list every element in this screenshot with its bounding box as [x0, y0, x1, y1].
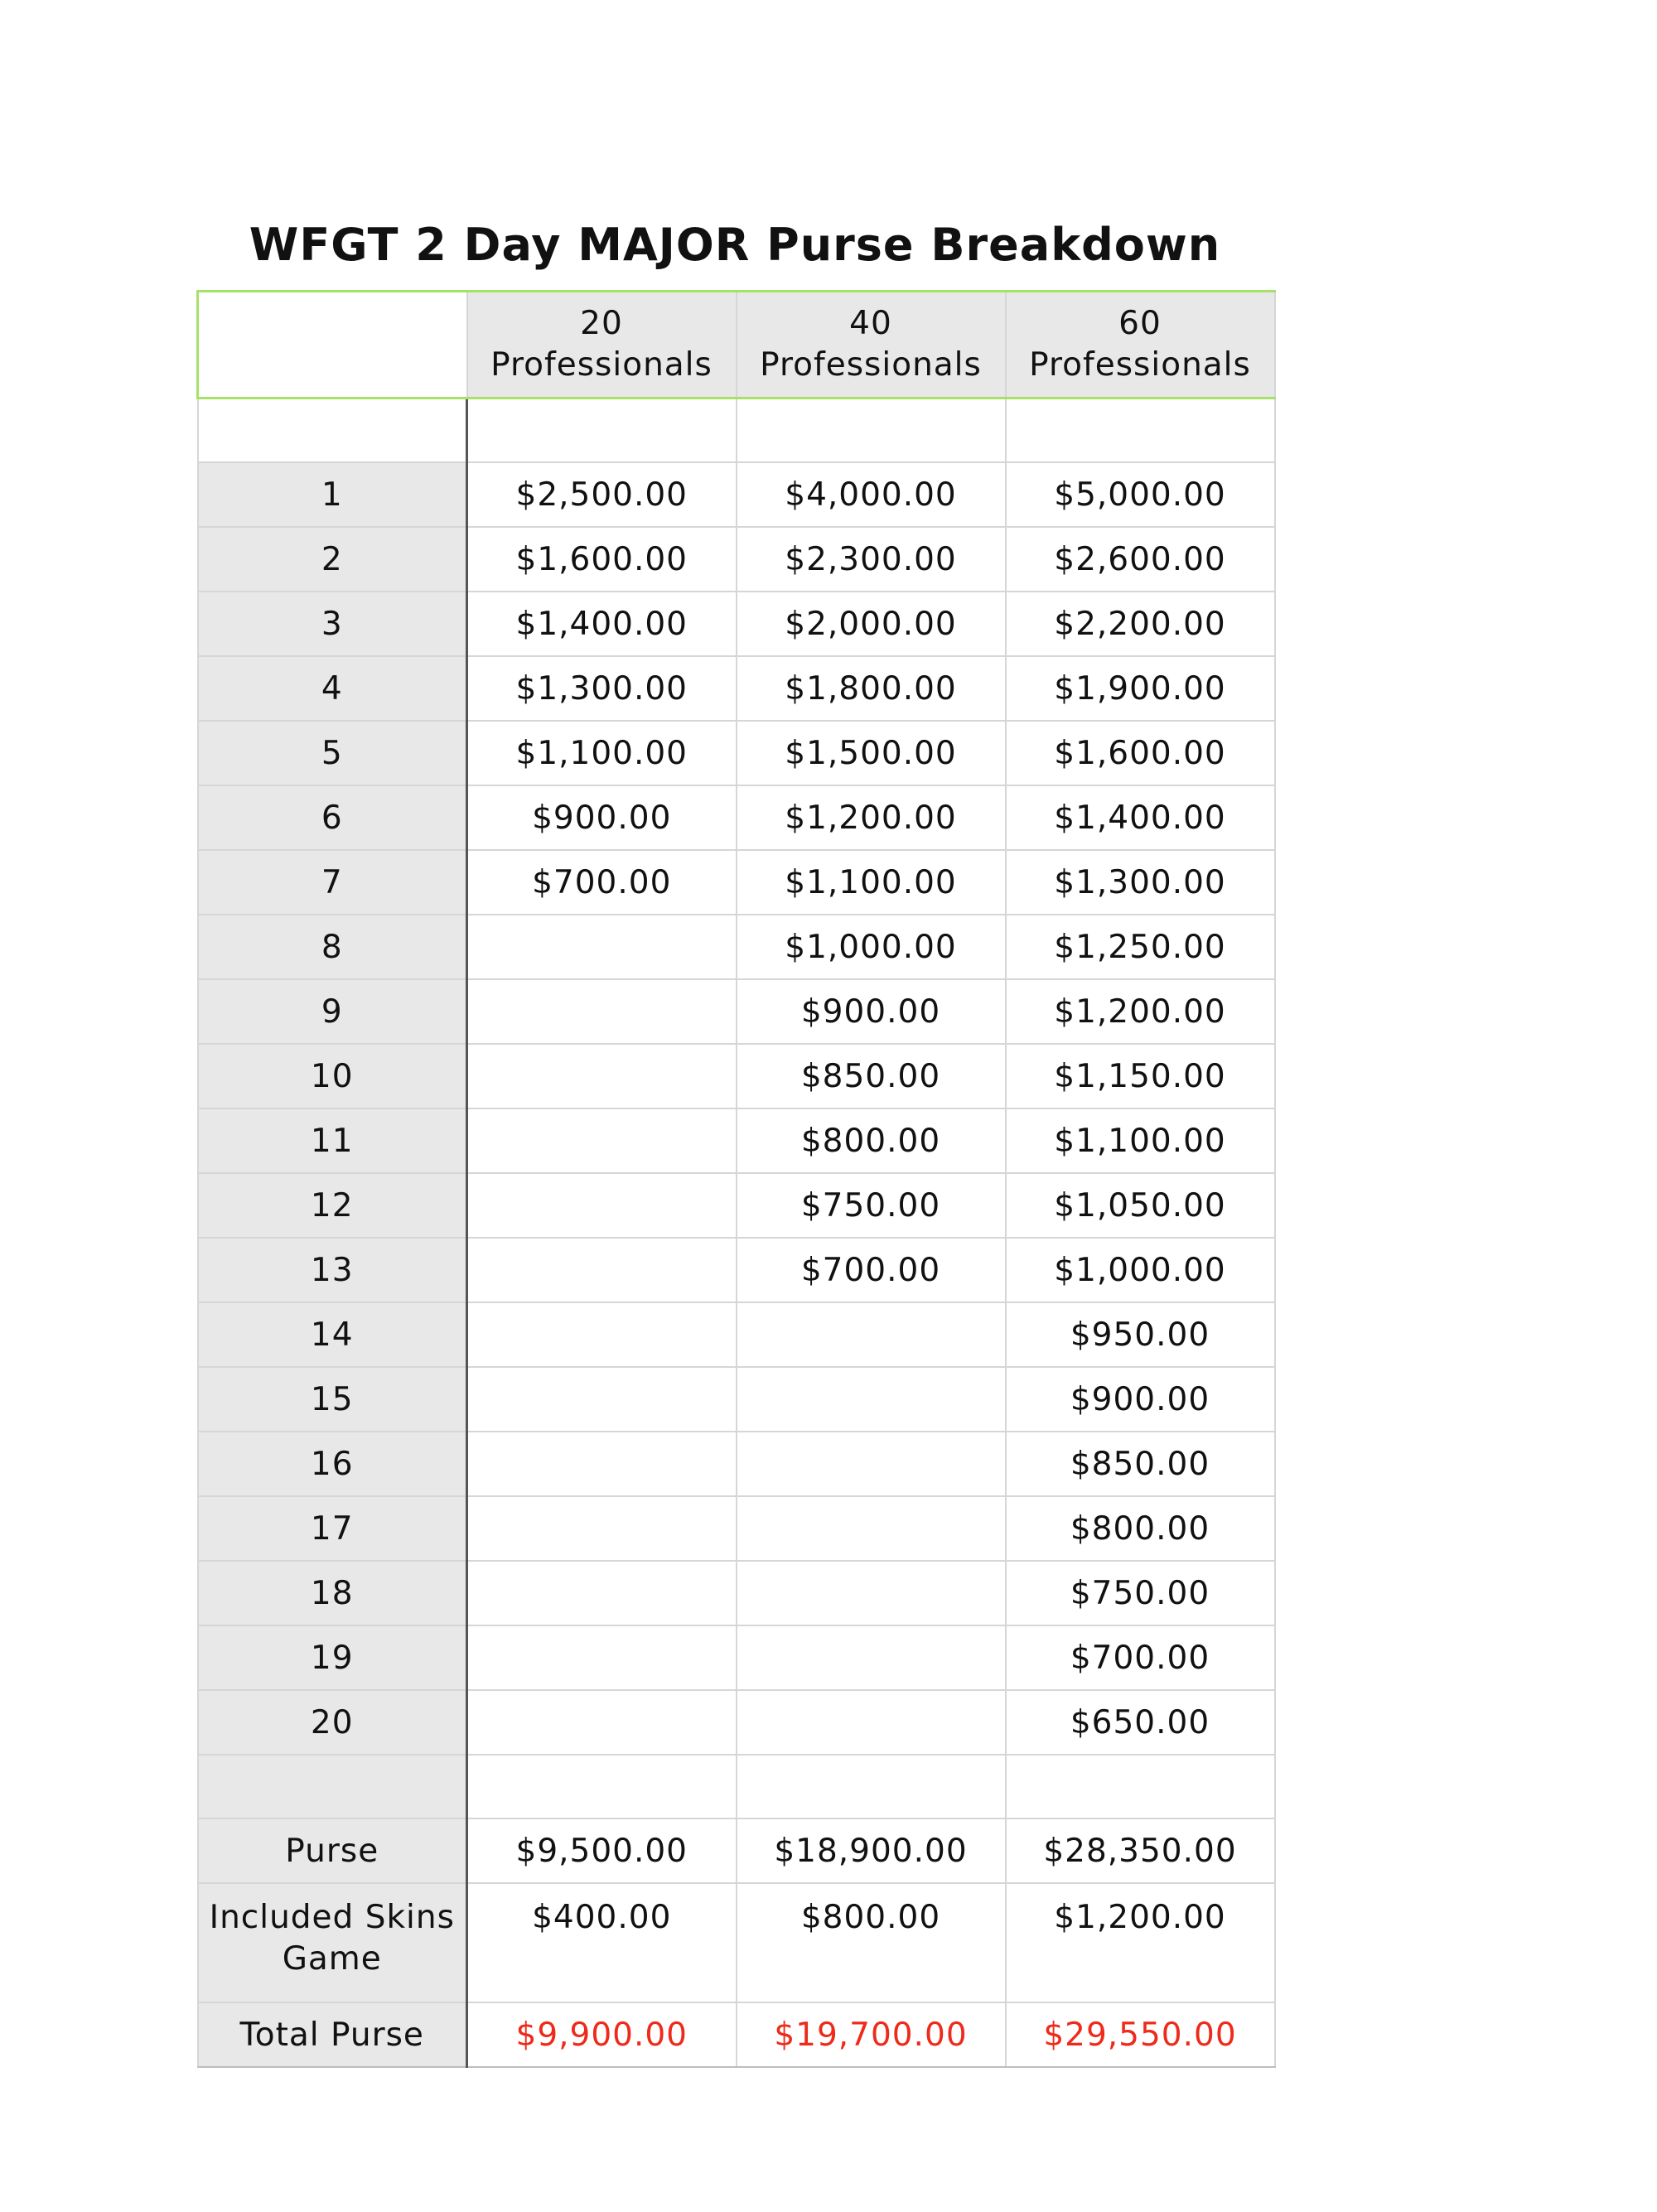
row-label: 13 — [198, 1238, 467, 1302]
amount-cell: $29,550.00 — [1006, 2002, 1275, 2067]
amount-cell — [467, 1496, 737, 1561]
amount-cell — [467, 1755, 737, 1818]
amount-cell: $900.00 — [1006, 1367, 1275, 1432]
amount-cell — [467, 1238, 737, 1302]
place-row-18 — [198, 1561, 1275, 1625]
amount-cell — [467, 915, 737, 979]
place-row-10 — [198, 1044, 1275, 1108]
place-row-15 — [198, 1367, 1275, 1432]
place-row-7 — [198, 850, 1275, 915]
amount-cell: $1,300.00 — [1006, 850, 1275, 915]
place-row-4 — [198, 656, 1275, 721]
amount-cell: $2,500.00 — [467, 462, 737, 527]
place-row-6 — [198, 785, 1275, 850]
amount-cell: $1,900.00 — [1006, 656, 1275, 721]
amount-cell: $1,200.00 — [1006, 1883, 1275, 2002]
amount-cell: $5,000.00 — [1006, 462, 1275, 527]
amount-cell: $750.00 — [737, 1173, 1006, 1238]
spacer-row — [198, 398, 1275, 463]
row-label: 5 — [198, 721, 467, 785]
row-label: 2 — [198, 527, 467, 592]
amount-cell — [467, 1625, 737, 1690]
place-row-3 — [198, 592, 1275, 656]
spacer-row — [198, 1755, 1275, 1818]
row-label: 7 — [198, 850, 467, 915]
place-row-12 — [198, 1173, 1275, 1238]
amount-cell: $1,800.00 — [737, 656, 1006, 721]
amount-cell: $4,000.00 — [737, 462, 1006, 527]
amount-cell: $18,900.00 — [737, 1818, 1006, 1883]
place-row-14 — [198, 1302, 1275, 1367]
column-header-60-pros: 60 Professionals — [1006, 292, 1275, 398]
amount-cell: $1,400.00 — [1006, 785, 1275, 850]
place-row-5 — [198, 721, 1275, 785]
amount-cell: $1,600.00 — [1006, 721, 1275, 785]
amount-cell: $1,250.00 — [1006, 915, 1275, 979]
amount-cell: $28,350.00 — [1006, 1818, 1275, 1883]
amount-cell: $1,000.00 — [1006, 1238, 1275, 1302]
place-row-20 — [198, 1690, 1275, 1755]
place-row-11 — [198, 1108, 1275, 1173]
amount-cell — [737, 1561, 1006, 1625]
row-label: 8 — [198, 915, 467, 979]
amount-cell: $1,100.00 — [737, 850, 1006, 915]
amount-cell — [467, 1367, 737, 1432]
amount-cell: $2,000.00 — [737, 592, 1006, 656]
row-label — [198, 1755, 467, 1818]
amount-cell: $400.00 — [467, 1883, 737, 2002]
amount-cell: $700.00 — [737, 1238, 1006, 1302]
amount-cell: $800.00 — [737, 1883, 1006, 2002]
skins-row — [198, 1883, 1275, 2002]
amount-cell: $1,200.00 — [1006, 979, 1275, 1044]
row-label: 10 — [198, 1044, 467, 1108]
amount-cell: $1,200.00 — [737, 785, 1006, 850]
amount-cell: $1,000.00 — [737, 915, 1006, 979]
amount-cell: $900.00 — [467, 785, 737, 850]
row-label: 6 — [198, 785, 467, 850]
amount-cell: $1,400.00 — [467, 592, 737, 656]
purse-breakdown-table — [196, 290, 1276, 2068]
place-row-8 — [198, 915, 1275, 979]
header-corner-cell — [198, 292, 467, 398]
amount-cell: $2,600.00 — [1006, 527, 1275, 592]
amount-cell: $2,300.00 — [737, 527, 1006, 592]
amount-cell — [737, 1755, 1006, 1818]
row-label: 19 — [198, 1625, 467, 1690]
amount-cell: $1,300.00 — [467, 656, 737, 721]
row-label: Total Purse — [198, 2002, 467, 2067]
amount-cell: $1,100.00 — [1006, 1108, 1275, 1173]
amount-cell: $1,600.00 — [467, 527, 737, 592]
amount-cell — [467, 1690, 737, 1755]
row-label: 16 — [198, 1432, 467, 1496]
amount-cell: $1,050.00 — [1006, 1173, 1275, 1238]
row-label: 20 — [198, 1690, 467, 1755]
amount-cell: $950.00 — [1006, 1302, 1275, 1367]
amount-cell — [467, 1432, 737, 1496]
row-label: 18 — [198, 1561, 467, 1625]
row-label: Included Skins Game — [198, 1883, 467, 2002]
place-row-9 — [198, 979, 1275, 1044]
amount-cell — [737, 1625, 1006, 1690]
row-label: Purse — [198, 1818, 467, 1883]
amount-cell — [1006, 1755, 1275, 1818]
amount-cell — [737, 1302, 1006, 1367]
amount-cell — [737, 1690, 1006, 1755]
column-header-40-pros: 40 Professionals — [737, 292, 1006, 398]
amount-cell — [737, 1432, 1006, 1496]
amount-cell — [467, 1302, 737, 1367]
amount-cell: $650.00 — [1006, 1690, 1275, 1755]
amount-cell: $19,700.00 — [737, 2002, 1006, 2067]
amount-cell — [467, 1044, 737, 1108]
row-label: 12 — [198, 1173, 467, 1238]
place-row-1 — [198, 462, 1275, 527]
row-label: 4 — [198, 656, 467, 721]
row-label: 14 — [198, 1302, 467, 1367]
place-row-13 — [198, 1238, 1275, 1302]
row-label: 3 — [198, 592, 467, 656]
place-row-16 — [198, 1432, 1275, 1496]
amount-cell: $2,200.00 — [1006, 592, 1275, 656]
purse-row — [198, 1818, 1275, 1883]
total-purse-row — [198, 2002, 1275, 2067]
amount-cell: $1,100.00 — [467, 721, 737, 785]
amount-cell: $800.00 — [737, 1108, 1006, 1173]
amount-cell: $850.00 — [1006, 1432, 1275, 1496]
row-label: 9 — [198, 979, 467, 1044]
page-title: WFGT 2 Day MAJOR Purse Breakdown — [249, 219, 1221, 271]
amount-cell: $9,900.00 — [467, 2002, 737, 2067]
column-header-20-pros: 20 Professionals — [467, 292, 737, 398]
amount-cell: $750.00 — [1006, 1561, 1275, 1625]
amount-cell — [737, 1367, 1006, 1432]
amount-cell — [467, 1561, 737, 1625]
amount-cell: $850.00 — [737, 1044, 1006, 1108]
amount-cell: $9,500.00 — [467, 1818, 737, 1883]
amount-cell — [467, 979, 737, 1044]
amount-cell — [467, 1108, 737, 1173]
place-row-17 — [198, 1496, 1275, 1561]
amount-cell: $900.00 — [737, 979, 1006, 1044]
amount-cell: $800.00 — [1006, 1496, 1275, 1561]
row-label: 11 — [198, 1108, 467, 1173]
amount-cell: $1,500.00 — [737, 721, 1006, 785]
place-row-2 — [198, 527, 1275, 592]
amount-cell — [467, 1173, 737, 1238]
row-label: 15 — [198, 1367, 467, 1432]
row-label: 17 — [198, 1496, 467, 1561]
place-row-19 — [198, 1625, 1275, 1690]
amount-cell: $700.00 — [1006, 1625, 1275, 1690]
header-row — [198, 292, 1275, 398]
amount-cell — [737, 1496, 1006, 1561]
row-label: 1 — [198, 462, 467, 527]
amount-cell: $700.00 — [467, 850, 737, 915]
amount-cell: $1,150.00 — [1006, 1044, 1275, 1108]
